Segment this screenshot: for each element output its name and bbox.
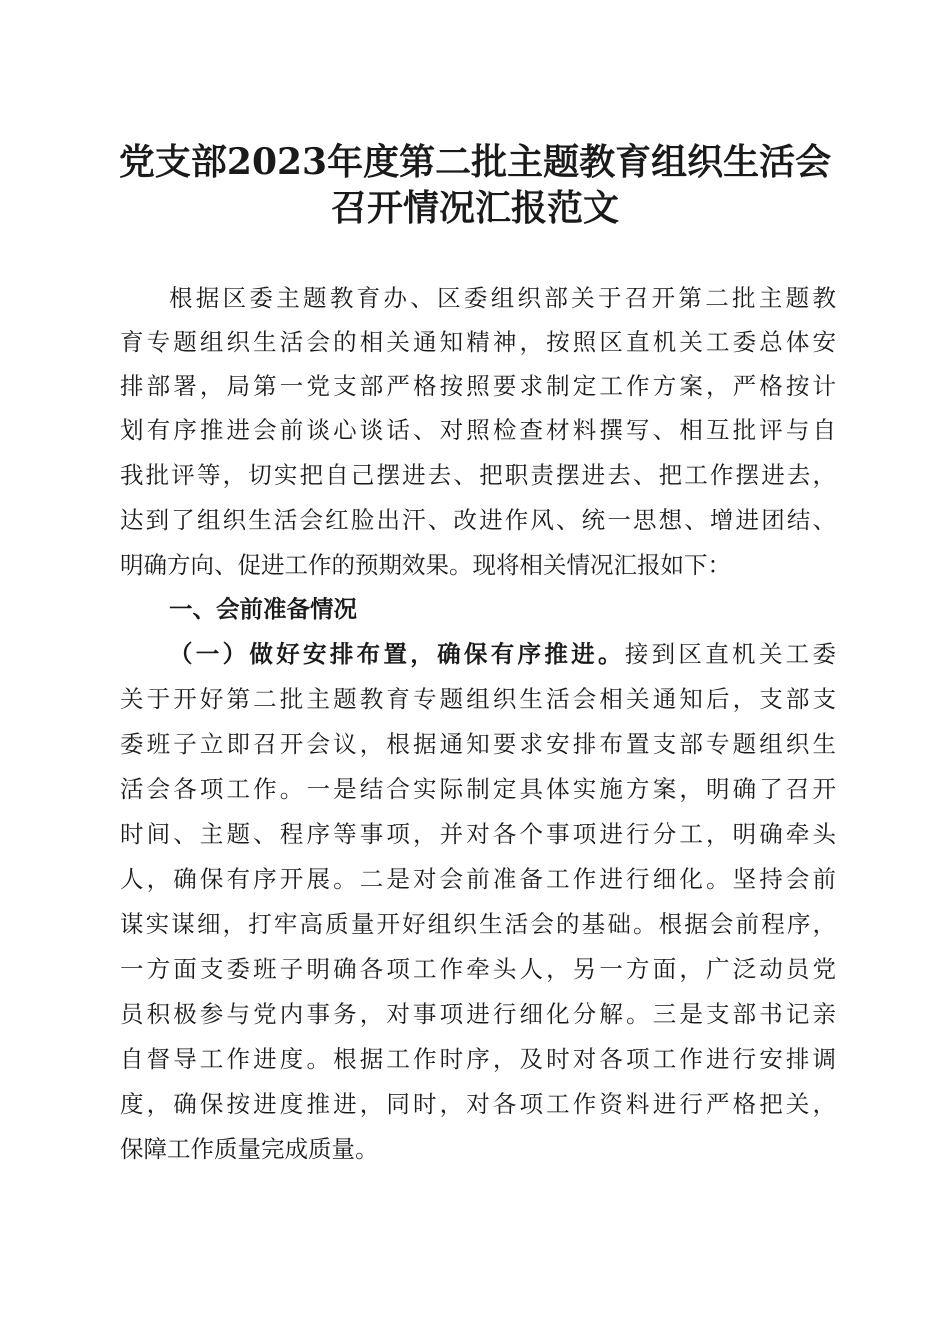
subsection-line: 谋实谋细，打牢高质量开好组织生活会的基础。根据会前程序， [120,910,836,938]
subsection-line: 员积极参与党内事务，对事项进行细化分解。三是支部书记亲 [120,1000,836,1028]
intro-line: 我批评等，切实把自己摆进去、把职责摆进去、把工作摆进去， [120,461,836,489]
intro-line: 明确方向、促进工作的预期效果。现将相关情况汇报如下： [120,551,731,579]
subsection-line: 度，确保按进度推进，同时，对各项工作资料进行严格把关， [120,1090,836,1118]
subsection-line: 一方面支委班子明确各项工作牵头人，另一方面，广泛动员党 [120,955,836,983]
subsection-line: 自督导工作进度。根据工作时序，及时对各项工作进行安排调 [120,1045,836,1073]
intro-line: 育专题组织生活会的相关通知精神，按照区直机关工委总体安 [120,328,836,356]
subsection-line: 关于开好第二批主题教育专题组织生活会相关通知后，支部支 [120,685,836,713]
intro-line: 划有序推进会前谈心谈话、对照检查材料撰写、相互批评与自 [120,416,836,444]
subsection-line: 人，确保有序开展。二是对会前准备工作进行细化。坚持会前 [120,865,836,893]
intro-line: 达到了组织生活会红脸出汗、改进作风、统一思想、增进团结、 [120,506,836,534]
subsection-line: 活会各项工作。一是结合实际制定具体实施方案，明确了召开 [120,775,836,803]
intro-line: 排部署，局第一党支部严格按照要求制定工作方案，严格按计 [120,372,836,400]
subsection-line: 保障工作质量完成质量。 [120,1135,379,1163]
subsection-first-line [169,639,836,669]
intro-line: 根据区委主题教育办、区委组织部关于召开第二批主题教 [169,284,836,312]
section-heading: 一、会前准备情况 [169,595,357,623]
subsection-line: 时间、主题、程序等事项，并对各个事项进行分工，明确牵头 [120,820,836,848]
document-title-line-2: 召开情况汇报范文 [330,187,619,229]
subsection-line: 委班子立即召开会议，根据通知要求安排布置支部专题组织生 [120,730,836,758]
subsection-title: （一）做好安排布置，确保有序推进。 [169,640,625,668]
document-title-line-1: 党支部2023年度第二批主题教育组织生活会 [118,141,832,183]
subsection-first-line-rest: 接到区直机关工委 [624,640,836,668]
